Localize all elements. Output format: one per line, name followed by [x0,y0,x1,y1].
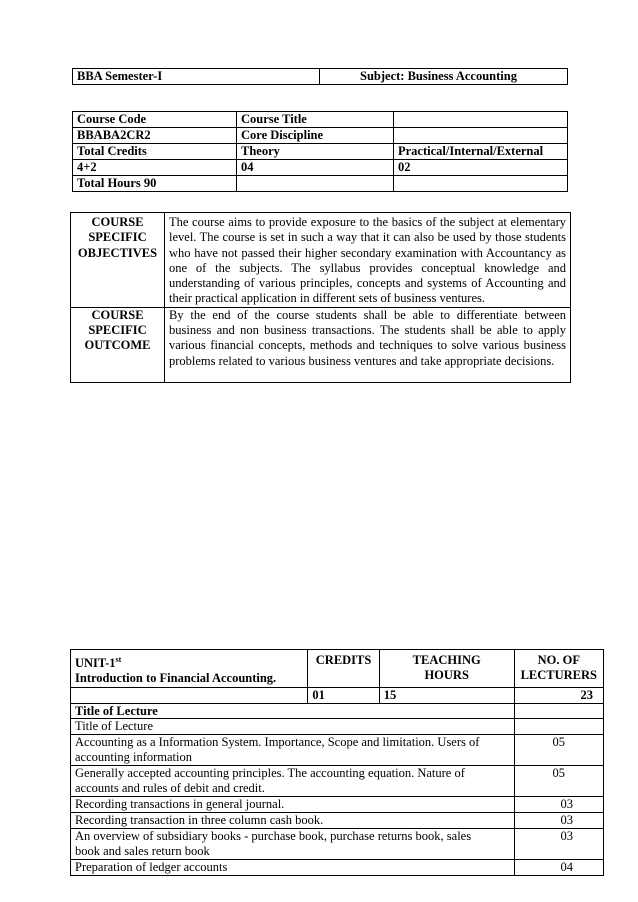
lecture-row [71,829,604,860]
course-code-value: BBABA2CR2 [73,128,237,144]
table-row [73,144,568,160]
practical-label: Practical/Internal/External [394,144,568,160]
lecture-row [71,766,604,797]
empty-cell [237,176,394,192]
lecture-title: Accounting as a Information System. Importance, Scope and limitation. Users of accounting information [71,735,515,766]
teaching-hours-label: TEACHING HOURS [379,650,514,688]
lecture-row [71,860,604,876]
lecture-row [71,719,604,735]
outcome-text: By the end of the course students shall be able to differentiate between business and non business transactions. The students shall be able to apply various financial concepts, methods and techniques to solve various business problems related to various business ventures and take appropriate decisions. [165,307,571,382]
objectives-label: COURSE SPECIFIC OBJECTIVES [71,213,165,308]
lecturers-value: 23 [514,688,603,704]
empty-cell [394,128,568,144]
table-row [73,112,568,128]
lecture-count: 03 [514,797,603,813]
unit-number: UNIT-1 [75,656,116,671]
theory-value: 04 [237,160,394,176]
lecture-count: 03 [514,813,603,829]
title-of-lecture-heading: Title of Lecture [71,703,515,719]
unit-number-suffix: st [115,655,122,664]
table-row [71,650,604,688]
table-row [73,160,568,176]
lecture-title: Recording transaction in three column cash book. [71,813,515,829]
credits-label: CREDITS [308,650,379,688]
theory-label: Theory [237,144,394,160]
table-row [71,307,571,382]
objectives-text: The course aims to provide exposure to the basics of the subject at elementary level. The course is set in such a way that it can also be used by those students who have not passed their higher secondary examination with Accountancy as one of the subjects. The syllabus provides conceptual knowledge and understanding of various principles, concepts and systems of Accounting and their practical application in different sets of business ventures. [165,213,571,308]
total-hours-label: Total Hours 90 [73,176,237,192]
lecture-title: An overview of subsidiary books - purchase book, purchase returns book, sales book and sales return book [71,829,515,860]
outcome-label: COURSE SPECIFIC OUTCOME [71,307,165,382]
table-row [73,176,568,192]
lecture-count: 05 [514,735,603,766]
semester-subject-table [72,68,568,85]
table-row [73,128,568,144]
semester-cell: BBA Semester-I [73,69,320,85]
practical-value: 02 [394,160,568,176]
lecture-title: Recording transactions in general journal. [71,797,515,813]
lecture-count: 04 [514,860,603,876]
empty-cell [394,176,568,192]
lecture-title: Title of Lecture [71,719,515,735]
unit-title: Introduction to Financial Accounting. [75,670,277,685]
course-info-table [72,111,568,192]
empty-cell [71,688,308,704]
total-credits-label: Total Credits [73,144,237,160]
subject-cell: Subject: Business Accounting [320,69,568,85]
teaching-hours-value: 15 [379,688,514,704]
lecture-row [71,735,604,766]
lecture-count [514,719,603,735]
objectives-outcome-table [70,212,571,383]
unit-heading [71,650,308,688]
lecture-count: 03 [514,829,603,860]
empty-cell [394,112,568,128]
table-row [71,688,604,704]
unit-table [70,649,604,876]
course-title-value: Core Discipline [237,128,394,144]
course-title-label: Course Title [237,112,394,128]
course-code-label: Course Code [73,112,237,128]
total-credits-value: 4+2 [73,160,237,176]
empty-cell [514,703,603,719]
lecture-row [71,797,604,813]
lecture-title: Generally accepted accounting principles. The accounting equation. Nature of accounts and rules of debit and credit. [71,766,515,797]
lecturers-label: NO. OF LECTURERS [514,650,603,688]
lecture-title: Preparation of ledger accounts [71,860,515,876]
table-row [71,703,604,719]
lecture-row [71,813,604,829]
lecture-count: 05 [514,766,603,797]
table-row [71,213,571,308]
credits-value: 01 [308,688,379,704]
